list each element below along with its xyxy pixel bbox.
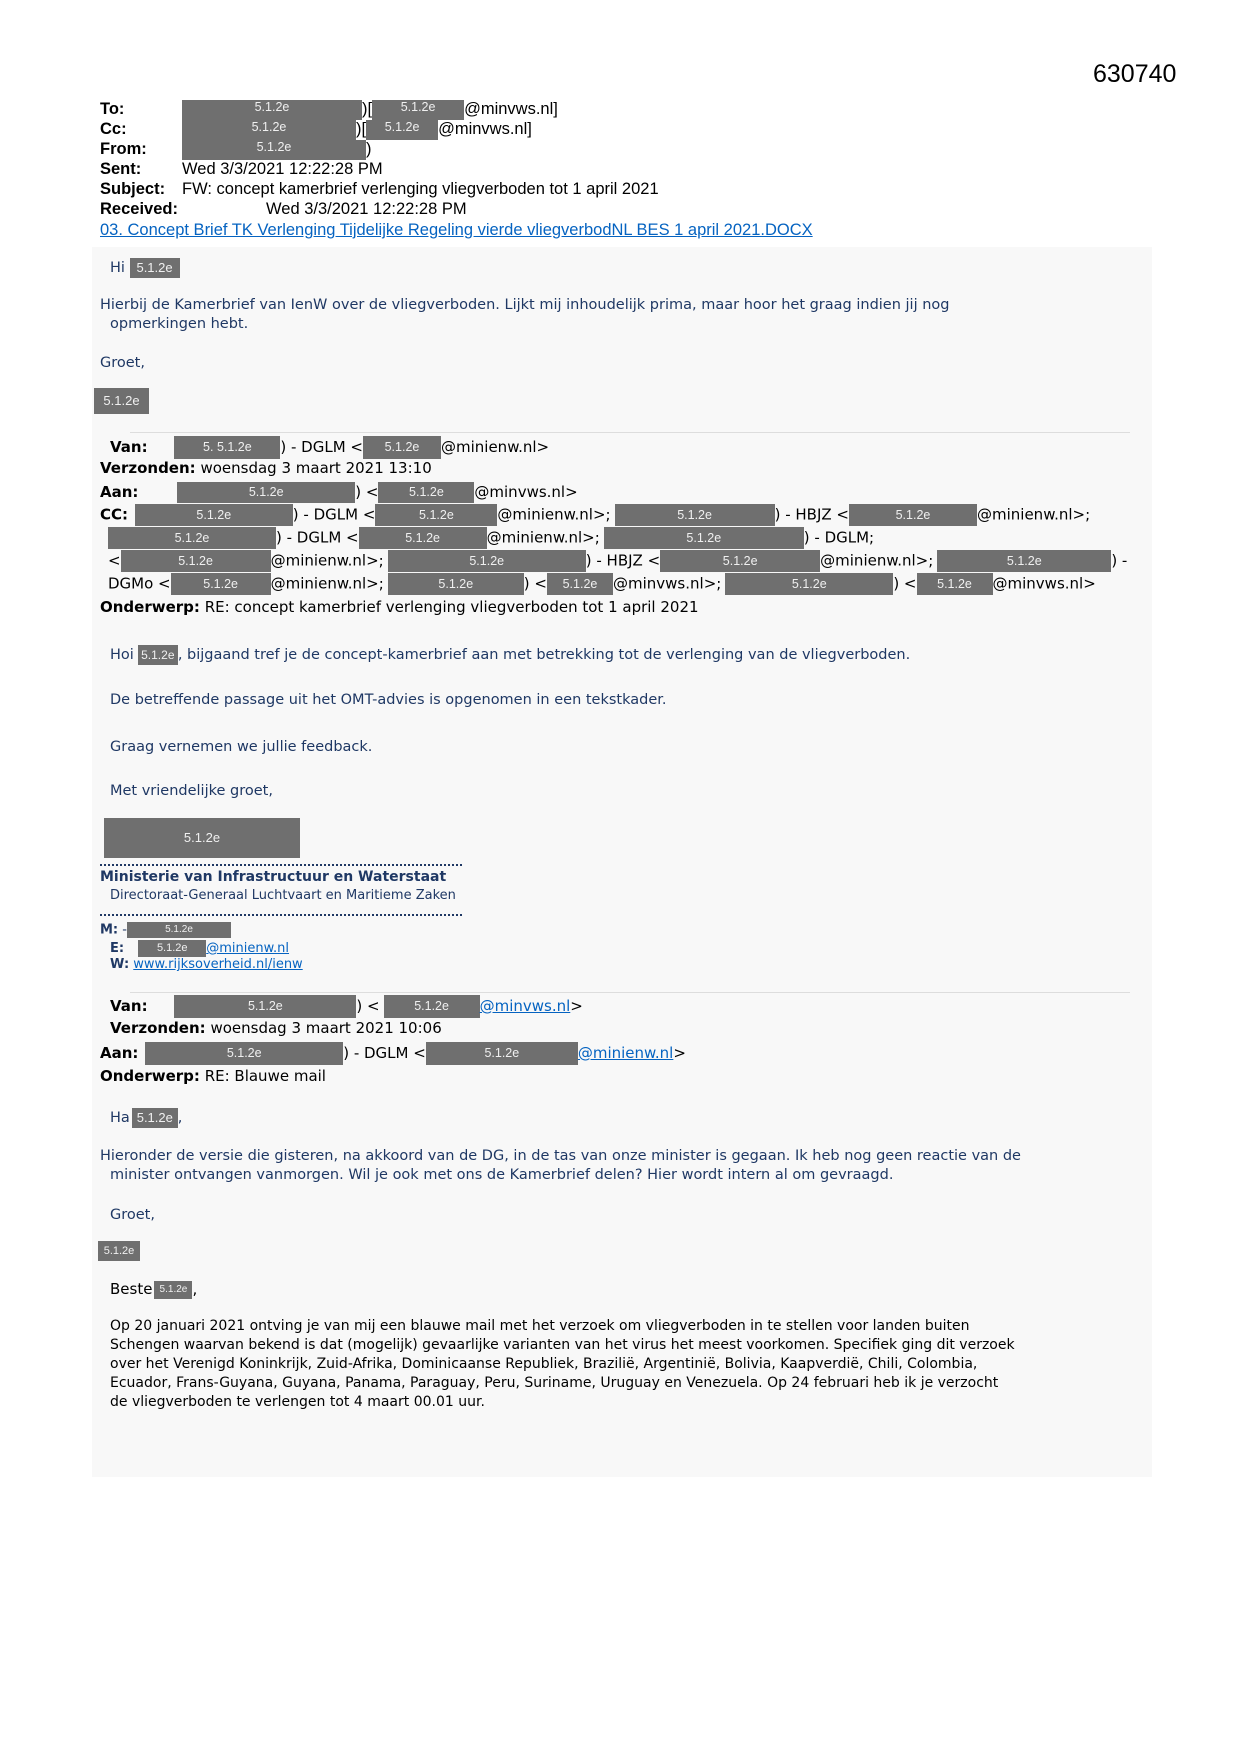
aan-email-link[interactable]: @minienw.nl: [577, 1044, 674, 1062]
redaction-box: 5.1.2e: [366, 120, 438, 140]
redaction-box: 5.1.2e: [121, 550, 271, 572]
redaction-box: 5.1.2e: [660, 550, 820, 572]
sent-label: Sent:: [100, 160, 142, 178]
verzonden-value: woensdag 3 maart 2021 13:10: [200, 459, 432, 477]
body-line: Met vriendelijke groet,: [110, 783, 273, 799]
closing: Groet,: [110, 1207, 155, 1223]
redaction-box: 5.1.2e: [378, 482, 474, 503]
body-line: Hierbij de Kamerbrief van IenW over de vliegverboden. Lijkt mij inhoudelijk prima, maar hoor het graag indien jij nog: [100, 297, 950, 313]
redaction-box: 5.1.2e: [604, 527, 804, 549]
aan-label: Aan:: [100, 1044, 139, 1062]
redaction-box: 5.1.2e: [182, 120, 356, 140]
redaction-box: 5.1.2e: [426, 1042, 578, 1065]
redaction-box: 5.1.2e: [375, 504, 497, 526]
van-email-link[interactable]: @minvws.nl: [479, 997, 571, 1015]
redaction-box: 5.1.2e: [132, 1108, 178, 1128]
letter-line: Op 20 januari 2021 ontving je van mij een blauwe mail met het verzoek om vliegverboden in te stellen voor landen buiten: [110, 1318, 970, 1334]
verzonden-label: Verzonden:: [100, 459, 196, 477]
onderwerp-value: RE: Blauwe mail: [204, 1067, 326, 1085]
redaction-box: 5.1.2e: [182, 100, 362, 120]
letter-line: Schengen waarvan bekend is dat (mogelijk) gevaarlijke varianten van het virus het meest voorkomen. Specifiek ging dit verzoek: [110, 1337, 1015, 1353]
redaction-box: 5.1.2e: [177, 482, 355, 503]
aan-label: Aan:: [100, 483, 139, 501]
onderwerp-value: RE: concept kamerbrief verlenging vliegverboden tot 1 april 2021: [204, 598, 699, 616]
letter-line: de vliegverboden te verlengen tot 4 maart 00.01 uur.: [110, 1394, 485, 1410]
redaction-box: 5. 5.1.2e: [174, 436, 280, 459]
sig-website-link[interactable]: www.rijksoverheid.nl/ienw: [133, 957, 303, 972]
sig-email-link[interactable]: @minienw.nl: [206, 941, 290, 956]
redaction-box: 5.1.2e: [182, 140, 366, 160]
redaction-box: 5.1.2e: [174, 995, 356, 1018]
from-label: From:: [100, 140, 147, 158]
signature-divider: [100, 914, 462, 916]
verzonden-label: Verzonden:: [110, 1019, 206, 1037]
redaction-box: 5.1.2e: [363, 436, 441, 459]
sig-ministry: Ministerie van Infrastructuur en Waterstaat: [100, 869, 447, 885]
redaction-box: 5.1.2e: [937, 550, 1111, 572]
greeting: Hi: [110, 260, 125, 276]
separator: [130, 432, 1130, 433]
phone-redaction: 5.1.2e: [127, 922, 231, 938]
letter-line: over het Verenigd Koninkrijk, Zuid-Afrika, Dominicaanse Republiek, Brazilië, Argentinië, Bolivia, Kaapverdië, Chili, Colombia,: [110, 1356, 978, 1372]
to-label: To:: [100, 100, 125, 118]
body-line: opmerkingen hebt.: [110, 316, 249, 332]
body-line: Graag vernemen we jullie feedback.: [110, 739, 373, 755]
redaction-box: 5.1.2e: [171, 573, 271, 595]
redaction-box: 5.1.2e: [725, 573, 893, 595]
onderwerp-label: Onderwerp:: [100, 1067, 200, 1085]
document-id: 630740: [1093, 60, 1177, 88]
redaction-box: 5.1.2e: [615, 504, 775, 526]
redaction-box: 5.1.2e: [108, 527, 276, 549]
body-line: Hieronder de versie die gisteren, na akkoord van de DG, in de tas van onze minister is gegaan. Ik heb nog geen reactie van de: [100, 1148, 1021, 1164]
redaction-box: 5.1.2e: [138, 645, 178, 665]
redaction-box: 5.1.2e: [547, 573, 613, 595]
redaction-box: 5.1.2e: [372, 100, 464, 120]
received-label: Received:: [100, 200, 178, 218]
redaction-box: 5.1.2e: [359, 527, 487, 549]
redaction-box: 5.1.2e: [130, 258, 180, 278]
onderwerp-label: Onderwerp:: [100, 598, 200, 616]
redaction-box: 5.1.2e: [849, 504, 977, 526]
to-domain: @minvws.nl]: [464, 100, 558, 118]
attachment-link[interactable]: 03. Concept Brief TK Verlenging Tijdelijke Regeling vierde vliegverbodNL BES 1 april 2021.DOCX: [100, 221, 813, 239]
cc-label: CC:: [100, 505, 129, 524]
subject-value: FW: concept kamerbrief verlenging vliegverboden tot 1 april 2021: [182, 180, 659, 198]
cc-label: Cc:: [100, 120, 127, 138]
verzonden-value: woensdag 3 maart 2021 10:06: [210, 1019, 442, 1037]
email-redaction: 5.1.2e: [138, 940, 206, 957]
letter-line: Ecuador, Frans-Guyana, Guyana, Panama, Paraguay, Peru, Suriname, Uruguay en Venezuela. Op 24 februari heb ik je verzocht: [110, 1375, 999, 1391]
received-value: Wed 3/3/2021 12:22:28 PM: [266, 200, 467, 218]
redaction-box: 5.1.2e: [98, 1241, 140, 1261]
body-line: De betreffende passage uit het OMT-advies is opgenomen in een tekstkader.: [110, 692, 667, 708]
sig-department: Directoraat-Generaal Luchtvaart en Maritieme Zaken: [110, 888, 456, 903]
van-label: Van:: [110, 997, 148, 1015]
redaction-box: 5.1.2e: [145, 1042, 343, 1065]
separator: [130, 992, 1130, 993]
redaction-box: 5.1.2e: [94, 388, 149, 414]
signature-name-redaction: 5.1.2e: [104, 818, 300, 858]
subject-label: Subject:: [100, 180, 166, 198]
redaction-box: 5.1.2e: [154, 1281, 192, 1299]
cc-domain: @minvws.nl]: [438, 120, 532, 138]
redaction-box: 5.1.2e: [388, 550, 586, 572]
redaction-box: 5.1.2e: [135, 504, 293, 526]
van-label: Van:: [110, 438, 148, 456]
body-line: minister ontvangen vanmorgen. Wil je ook met ons de Kamerbrief delen? Hier wordt intern al om gevraagd.: [110, 1167, 894, 1183]
aan-domain: @minvws.nl>: [474, 483, 578, 501]
redaction-box: 5.1.2e: [388, 573, 524, 595]
sent-value: Wed 3/3/2021 12:22:28 PM: [182, 160, 383, 178]
signature-divider: [100, 864, 462, 866]
closing: Groet,: [100, 355, 145, 371]
van-domain: @minienw.nl>: [441, 438, 550, 456]
redaction-box: 5.1.2e: [917, 573, 993, 595]
redaction-box: 5.1.2e: [384, 995, 480, 1018]
